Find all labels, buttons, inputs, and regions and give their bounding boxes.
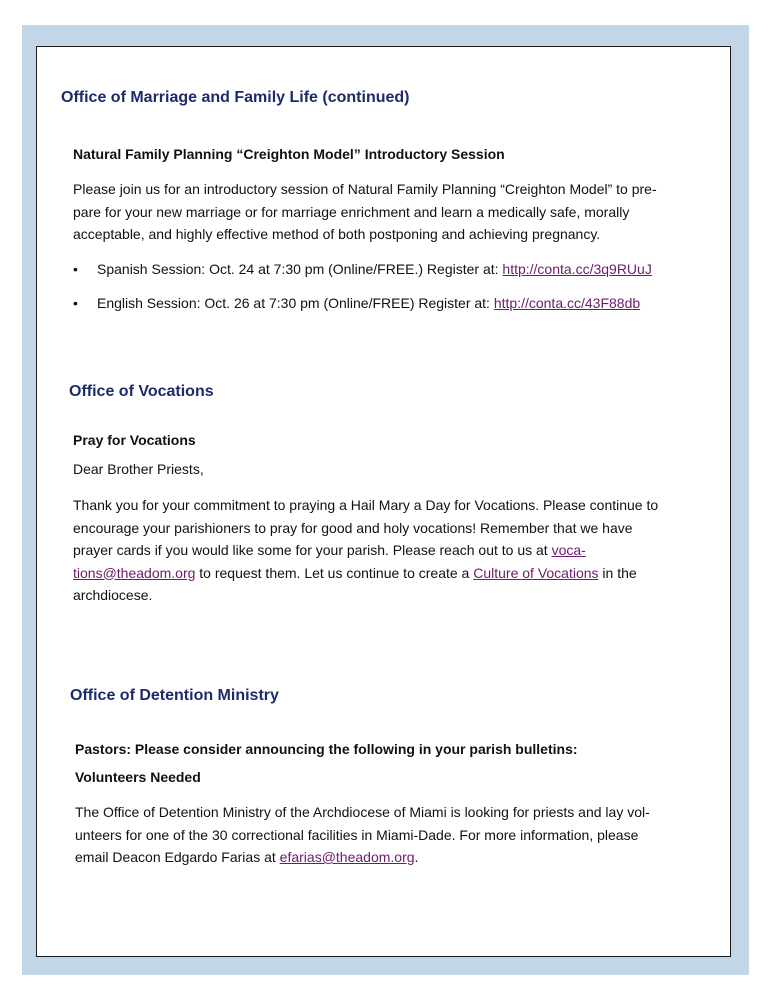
vocations-paragraph — [73, 494, 698, 607]
subtitle-volunteers-needed: Volunteers Needed — [75, 769, 201, 785]
section-title-vocations: Office of Vocations — [69, 383, 214, 400]
paragraph-line: unteers for one of the 30 correctional facilities in Miami-Dade. For more information, please — [75, 826, 639, 843]
paragraph-line: The Office of Detention Ministry of the Archdiocese of Miami is looking for priests and lay vol- — [75, 804, 650, 820]
english-register-link[interactable]: http://conta.cc/43F88db — [493, 295, 641, 311]
section-title-detention: Office of Detention Ministry — [70, 687, 279, 704]
paragraph-line: pare for your new marriage or for marriage enrichment and learn a medically safe, morally — [73, 203, 630, 220]
section-title-marriage: Office of Marriage and Family Life (continued) — [61, 89, 410, 106]
paragraph-line: email Deacon Edgardo Farias at efarias@theadom.org. — [75, 849, 419, 865]
salutation: Dear Brother Priests, — [73, 461, 204, 477]
detention-paragraph — [75, 801, 700, 869]
paragraph-line: encourage your parishioners to pray for good and holy vocations! Remember that we have — [73, 519, 633, 536]
paragraph-line: tions@theadom.org to request them. Let us continue to create a Culture of Vocations in the — [73, 564, 637, 581]
paragraph-line: archdiocese. — [73, 587, 153, 603]
english-session-text: English Session: Oct. 26 at 7:30 pm (Online/FREE) Register at: — [97, 295, 494, 311]
list-item-english-session — [73, 295, 693, 315]
subtitle-pray-for-vocations: Pray for Vocations — [73, 432, 196, 448]
subtitle-nfp: Natural Family Planning “Creighton Model” Introductory Session — [73, 146, 505, 162]
vocations-email-link[interactable]: voca- — [551, 542, 586, 558]
paragraph-line: Thank you for your commitment to praying a Hail Mary a Day for Vocations. Please continue to — [73, 497, 659, 513]
document-page — [36, 46, 731, 957]
bullet-icon: • — [73, 261, 78, 277]
bullet-icon: • — [73, 295, 78, 311]
paragraph-line: acceptable, and highly effective method of both postponing and achieving pregnancy. — [73, 226, 601, 242]
culture-of-vocations-link[interactable]: Culture of Vocations — [473, 564, 599, 581]
pastors-note: Pastors: Please consider announcing the following in your parish bulletins: — [75, 741, 578, 757]
deacon-email-link[interactable]: efarias@theadom.org — [279, 849, 415, 865]
nfp-paragraph — [73, 178, 698, 246]
spanish-session-text: Spanish Session: Oct. 24 at 7:30 pm (Online/FREE.) Register at: — [97, 261, 503, 277]
vocations-email-link-continued[interactable]: tions@theadom.org — [73, 564, 196, 581]
list-item-spanish-session — [73, 261, 693, 281]
paragraph-line: Please join us for an introductory session of Natural Family Planning “Creighton Model” to pre- — [73, 181, 657, 197]
paragraph-line: prayer cards if you would like some for your parish. Please reach out to us at voca- — [73, 542, 586, 558]
spanish-register-link[interactable]: http://conta.cc/3q9RUuJ — [502, 261, 652, 277]
